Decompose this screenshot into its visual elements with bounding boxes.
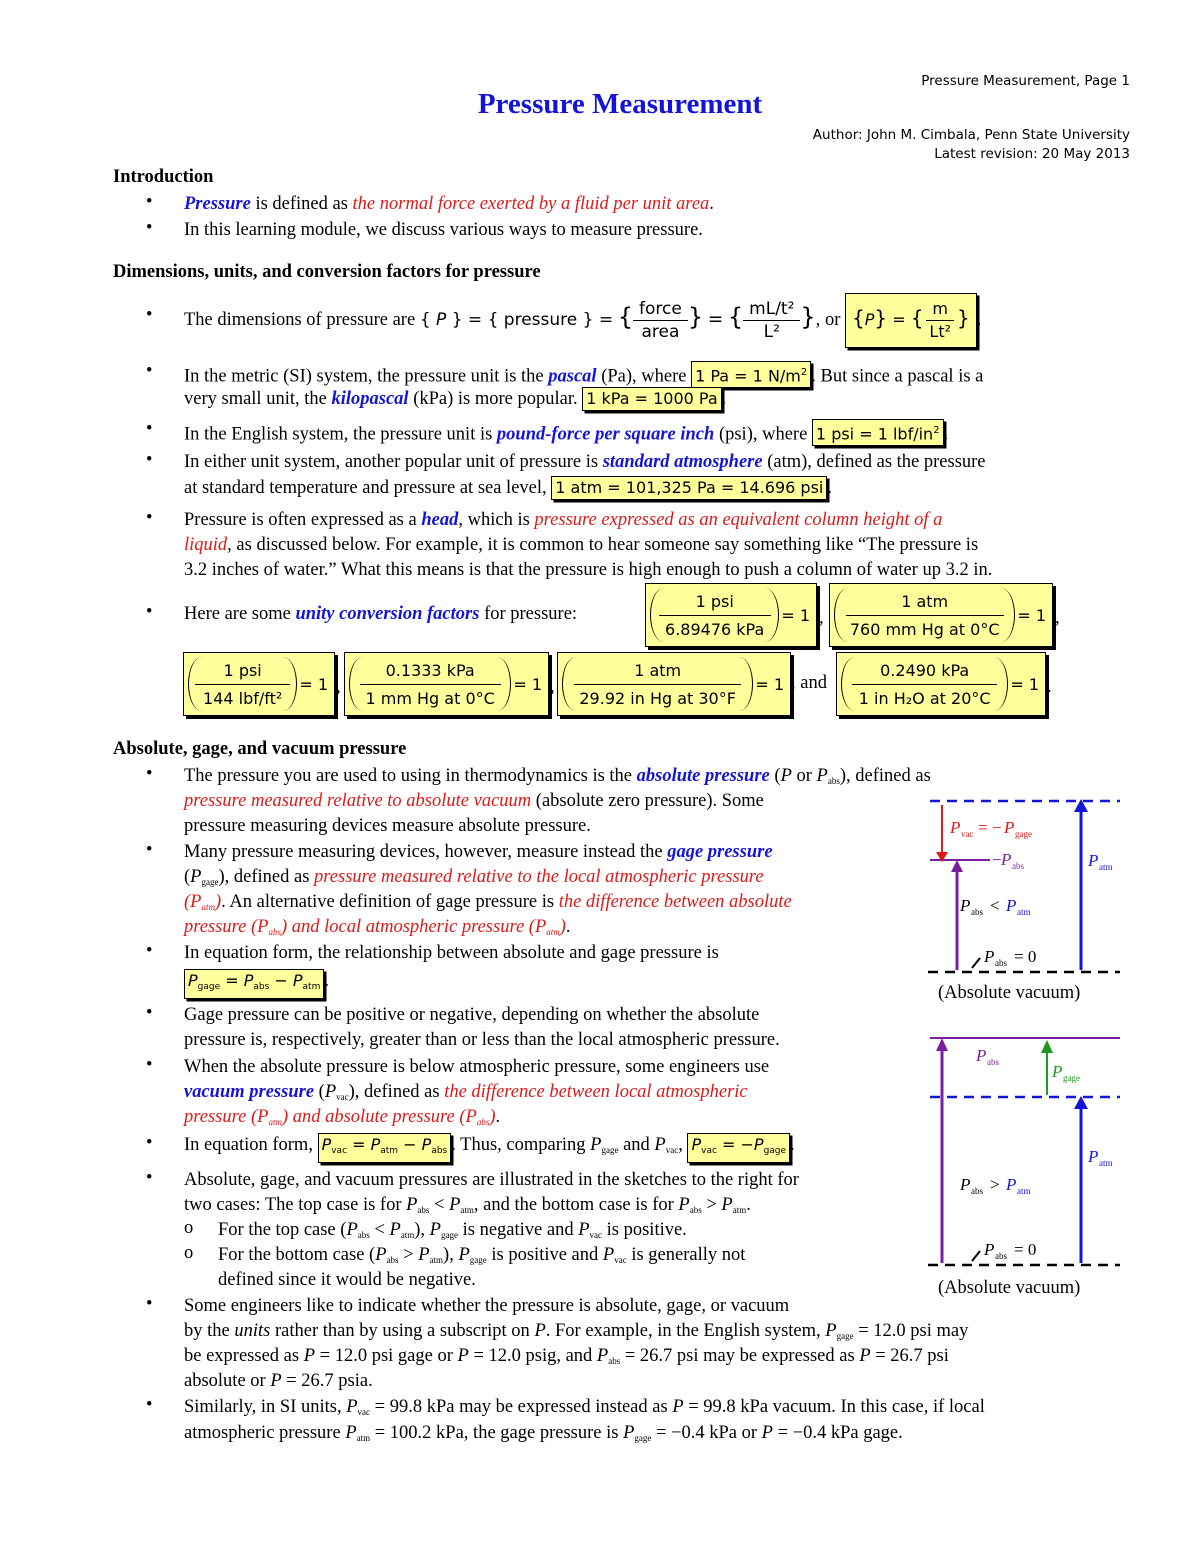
bullet: • xyxy=(146,1168,153,1188)
case-top: For the top case $(P_{abs} < P_{atm})$, $P_{gage}$ is negative and $P_{vac}$ is positive. xyxy=(218,1220,687,1240)
conversion-factor-atm-mmhg: 1 atm 760 mm Hg at 0°C = 1 xyxy=(829,583,1053,647)
vac-gage-box: $P_{vac} = -P_{gage}$ xyxy=(687,1133,790,1163)
sub-bullet: o xyxy=(184,1218,194,1238)
svg-text:gage: gage xyxy=(1015,829,1032,839)
svg-text:= −: = − xyxy=(978,818,1002,837)
bullet: • xyxy=(146,1055,153,1075)
svg-text:P: P xyxy=(1006,896,1017,915)
author-block xyxy=(813,126,1130,164)
units-line-3: be expressed as P = 12.0 psi gage or P = 12.0 psig, and $P_{abs} = 26.7$ psi may be expressed as P = 26.7 psi xyxy=(184,1346,949,1366)
vac-equation-line: In equation form, $P_{vac} = P_{atm} - P_{abs}$ . Thus, comparing $P_{gage}$ and $P_{vac}$, $P_{vac} = -P_{gage}$ . xyxy=(184,1133,795,1164)
intro-bullet-2: In this learning module, we discuss various ways to measure pressure. xyxy=(184,220,703,240)
bullet: • xyxy=(146,508,153,528)
svg-text:P: P xyxy=(960,896,971,915)
bullet: • xyxy=(146,840,153,860)
absolute-vacuum-label-top: (Absolute vacuum) xyxy=(938,983,1081,1003)
cases-line-1: Absolute, gage, and vacuum pressures are illustrated in the sketches to the right for xyxy=(184,1170,799,1190)
svg-text:= 0: = 0 xyxy=(1014,947,1037,966)
vac-line-1: When the absolute pressure is below atmospheric pressure, some engineers use xyxy=(184,1057,770,1077)
bullet: • xyxy=(146,450,153,470)
bullet: • xyxy=(146,1003,153,1023)
svg-text:P: P xyxy=(1006,1175,1017,1194)
absolute-vacuum-label-bottom: (Absolute vacuum) xyxy=(938,1278,1081,1298)
abs-line-2: pressure measured relative to absolute vacuum (absolute zero pressure). Some xyxy=(184,791,764,811)
si-line-2: atmospheric pressure $P_{atm} = 100.2$ kPa, the gage pressure is $P_{gage} = -0.4$ kPa or P = −0.4 kPa gage. xyxy=(184,1423,903,1443)
gage-line-4: pressure $(P_{abs})$ and local atmospheric pressure $(P_{atm})$. xyxy=(184,917,571,937)
pressure-diagram-bottom xyxy=(920,1025,1130,1275)
svg-text:abs: abs xyxy=(1012,861,1024,871)
conversion-factor-kpa-inh2o: 0.2490 kPa 1 in H₂O at 20°C = 1 xyxy=(836,652,1046,716)
svg-text:= 0: = 0 xyxy=(1014,1240,1037,1259)
conversion-factor-kpa-mmhg: 0.1333 kPa 1 mm Hg at 0°C = 1 xyxy=(344,652,549,716)
conversion-factor-atm-inhg: 1 atm 29.92 in Hg at 30°F = 1 xyxy=(557,652,791,716)
absgage-heading: Absolute, gage, and vacuum pressure xyxy=(113,739,407,759)
svg-text:abs: abs xyxy=(995,1251,1007,1261)
svg-text:P: P xyxy=(1004,818,1015,837)
gage-line-1: Many pressure measuring devices, however, measure instead the gage pressure xyxy=(184,842,773,862)
bullet: • xyxy=(146,764,153,784)
svg-text:P: P xyxy=(960,1175,971,1194)
kpa-definition-box: 1 kPa = 1000 Pa xyxy=(582,387,721,411)
intro-bullet-1: Pressure is defined as the normal force exerted by a fluid per unit area. xyxy=(184,194,714,214)
dims-bullet-2-line-2: very small unit, the kilopascal (kPa) is more popular. 1 kPa = 1000 Pa . xyxy=(184,389,727,409)
bullet: • xyxy=(146,192,153,212)
svg-text:P: P xyxy=(1088,1147,1099,1166)
author: Author: John M. Cimbala, Penn State University xyxy=(812,127,1130,143)
dims-bullet-3: In the English system, the pressure unit is pound-force per square inch (psi), where 1 psi = 1 lbf/$in^2$ . xyxy=(184,419,948,448)
units-line-2: by the units rather than by using a subscript on P. For example, in the English system, $P_{gage} = 12.0$ psi may xyxy=(184,1321,969,1341)
atm-definition-box: 1 atm = 101,325 Pa = 14.696 psi xyxy=(551,476,827,500)
svg-text:atm: atm xyxy=(1017,1186,1031,1196)
vac-line-2: vacuum pressure $(P_{vac})$, defined as the difference between local atmospheric xyxy=(184,1082,748,1102)
si-line-1: Similarly, in SI units, $P_{vac} = 99.8$ kPa may be expressed instead as P = 99.8 kPa vacuum. In this case, if local xyxy=(184,1397,985,1417)
bullet: • xyxy=(146,218,153,238)
page-title: Pressure Measurement xyxy=(477,88,763,120)
conversion-factor-psi-lbfft2: 1 psi 144 lbf/ft² = 1 xyxy=(183,652,335,716)
dims-bullet-5-line-2: liquid, as discussed below. For example, it is common to hear someone say something like “The pressure is xyxy=(184,535,979,555)
svg-text:vac: vac xyxy=(961,829,974,839)
cases-line-2: two cases: The top case is for $P_{abs} < P_{atm}$, and the bottom case is for $P_{abs} > P_{atm}$. xyxy=(184,1195,751,1215)
sign-line-2: pressure is, respectively, greater than or less than the local atmospheric pressure. xyxy=(184,1030,780,1050)
svg-text:P: P xyxy=(950,818,961,837)
dims-bullet-4-line-1: In either unit system, another popular unit of pressure is standard atmosphere (atm), defined as the pressure xyxy=(184,452,986,472)
gage-equation-intro: In equation form, the relationship between absolute and gage pressure is xyxy=(184,943,719,963)
pascal-definition-box: 1 Pa = 1 $N/m^2$ xyxy=(691,361,811,388)
svg-text:abs: abs xyxy=(971,1186,983,1196)
page-header: Pressure Measurement, Page 1 xyxy=(921,73,1130,89)
case-bottom: For the bottom case $(P_{abs} > P_{atm})$, $P_{gage}$ is positive and $P_{vac}$ is generally not xyxy=(218,1245,746,1265)
bullet: • xyxy=(146,1395,153,1415)
gage-line-2: $(P_{gage})$, defined as pressure measured relative to the local atmospheric pressure xyxy=(184,867,764,887)
svg-text:<: < xyxy=(990,896,1000,915)
svg-text:P: P xyxy=(1001,850,1012,869)
conversion-factor-psi-kpa: 1 psi 6.89476 kPa = 1 xyxy=(645,583,817,647)
dims-heading: Dimensions, units, and conversion factors for pressure xyxy=(113,262,541,282)
svg-text:P: P xyxy=(1052,1062,1063,1081)
dims-bullet-5-line-3: 3.2 inches of water.” What this means is that the pressure is high enough to push a column of water up 3.2 in. xyxy=(184,560,993,580)
svg-text:gage: gage xyxy=(1063,1073,1080,1083)
dims-bullet-5-line-1: Pressure is often expressed as a head, which is pressure expressed as an equivalent column height of a xyxy=(184,510,943,530)
bullet: • xyxy=(146,305,153,325)
bullet: • xyxy=(146,1294,153,1314)
svg-text:P: P xyxy=(984,1240,995,1259)
intro-heading: Introduction xyxy=(113,167,214,187)
svg-text:>: > xyxy=(990,1175,1000,1194)
svg-text:−: − xyxy=(992,850,1002,869)
dims-bullet-4-line-2: at standard temperature and pressure at sea level, 1 atm = 101,325 Pa = 14.696 psi . xyxy=(184,478,832,498)
svg-text:atm: atm xyxy=(1099,862,1113,872)
dims-bullet-6: Here are some unity conversion factors for pressure: xyxy=(184,604,578,624)
svg-text:P: P xyxy=(976,1046,987,1065)
bullet: • xyxy=(146,1133,153,1153)
dims-bullet-2-line-1: In the metric (SI) system, the pressure unit is the pascal (Pa), where 1 Pa = 1 $N/m^2$ . But since a pascal is a xyxy=(184,361,983,390)
bullet: • xyxy=(146,361,153,381)
units-line-1: Some engineers like to indicate whether the pressure is absolute, gage, or vacuum xyxy=(184,1296,790,1316)
dims-bullet-1: The dimensions of pressure are { P } = { pressure } = { $\frac{\text{force}}{\text{area}}$ } = { $\frac{\text{mL/t²}}{\text{L²}}$ }, or {P} = { $\frac{m}{\text{Lt²}}$ } . xyxy=(184,280,981,358)
bullet: • xyxy=(146,419,153,439)
units-line-4: absolute or P = 26.7 psia. xyxy=(184,1371,373,1391)
bullet: • xyxy=(146,602,153,622)
svg-text:abs: abs xyxy=(987,1057,999,1067)
svg-text:abs: abs xyxy=(995,958,1007,968)
svg-text:P: P xyxy=(984,947,995,966)
sub-bullet: o xyxy=(184,1243,194,1263)
svg-text:abs: abs xyxy=(971,907,983,917)
abs-line-1: The pressure you are used to using in thermodynamics is the absolute pressure (P or $P_{abs}$), defined as xyxy=(184,766,931,786)
svg-text:P: P xyxy=(1088,851,1099,870)
gage-equation-line: $P_{gage} = P_{abs} - P_{atm}$ . xyxy=(184,969,329,999)
revision-date: Latest revision: 20 May 2013 xyxy=(934,146,1130,162)
case-bottom-line-2: defined since it would be negative. xyxy=(218,1270,476,1290)
vac-line-3: pressure $(P_{atm})$ and absolute pressure $(P_{abs})$. xyxy=(184,1107,501,1127)
svg-text:atm: atm xyxy=(1099,1158,1113,1168)
vac-equation-box: $P_{vac} = P_{atm} - P_{abs}$ xyxy=(318,1133,452,1163)
svg-text:atm: atm xyxy=(1017,907,1031,917)
gage-line-3: $(P_{atm})$. An alternative definition of gage pressure is the difference between absolute xyxy=(184,892,792,912)
abs-line-3: pressure measuring devices measure absolute pressure. xyxy=(184,816,591,836)
bullet: • xyxy=(146,941,153,961)
gage-equation-box: $P_{gage} = P_{abs} - P_{atm}$ xyxy=(184,969,324,999)
psi-definition-box: 1 psi = 1 lbf/$in^2$ xyxy=(812,419,944,446)
sign-line-1: Gage pressure can be positive or negative, depending on whether the absolute xyxy=(184,1005,760,1025)
